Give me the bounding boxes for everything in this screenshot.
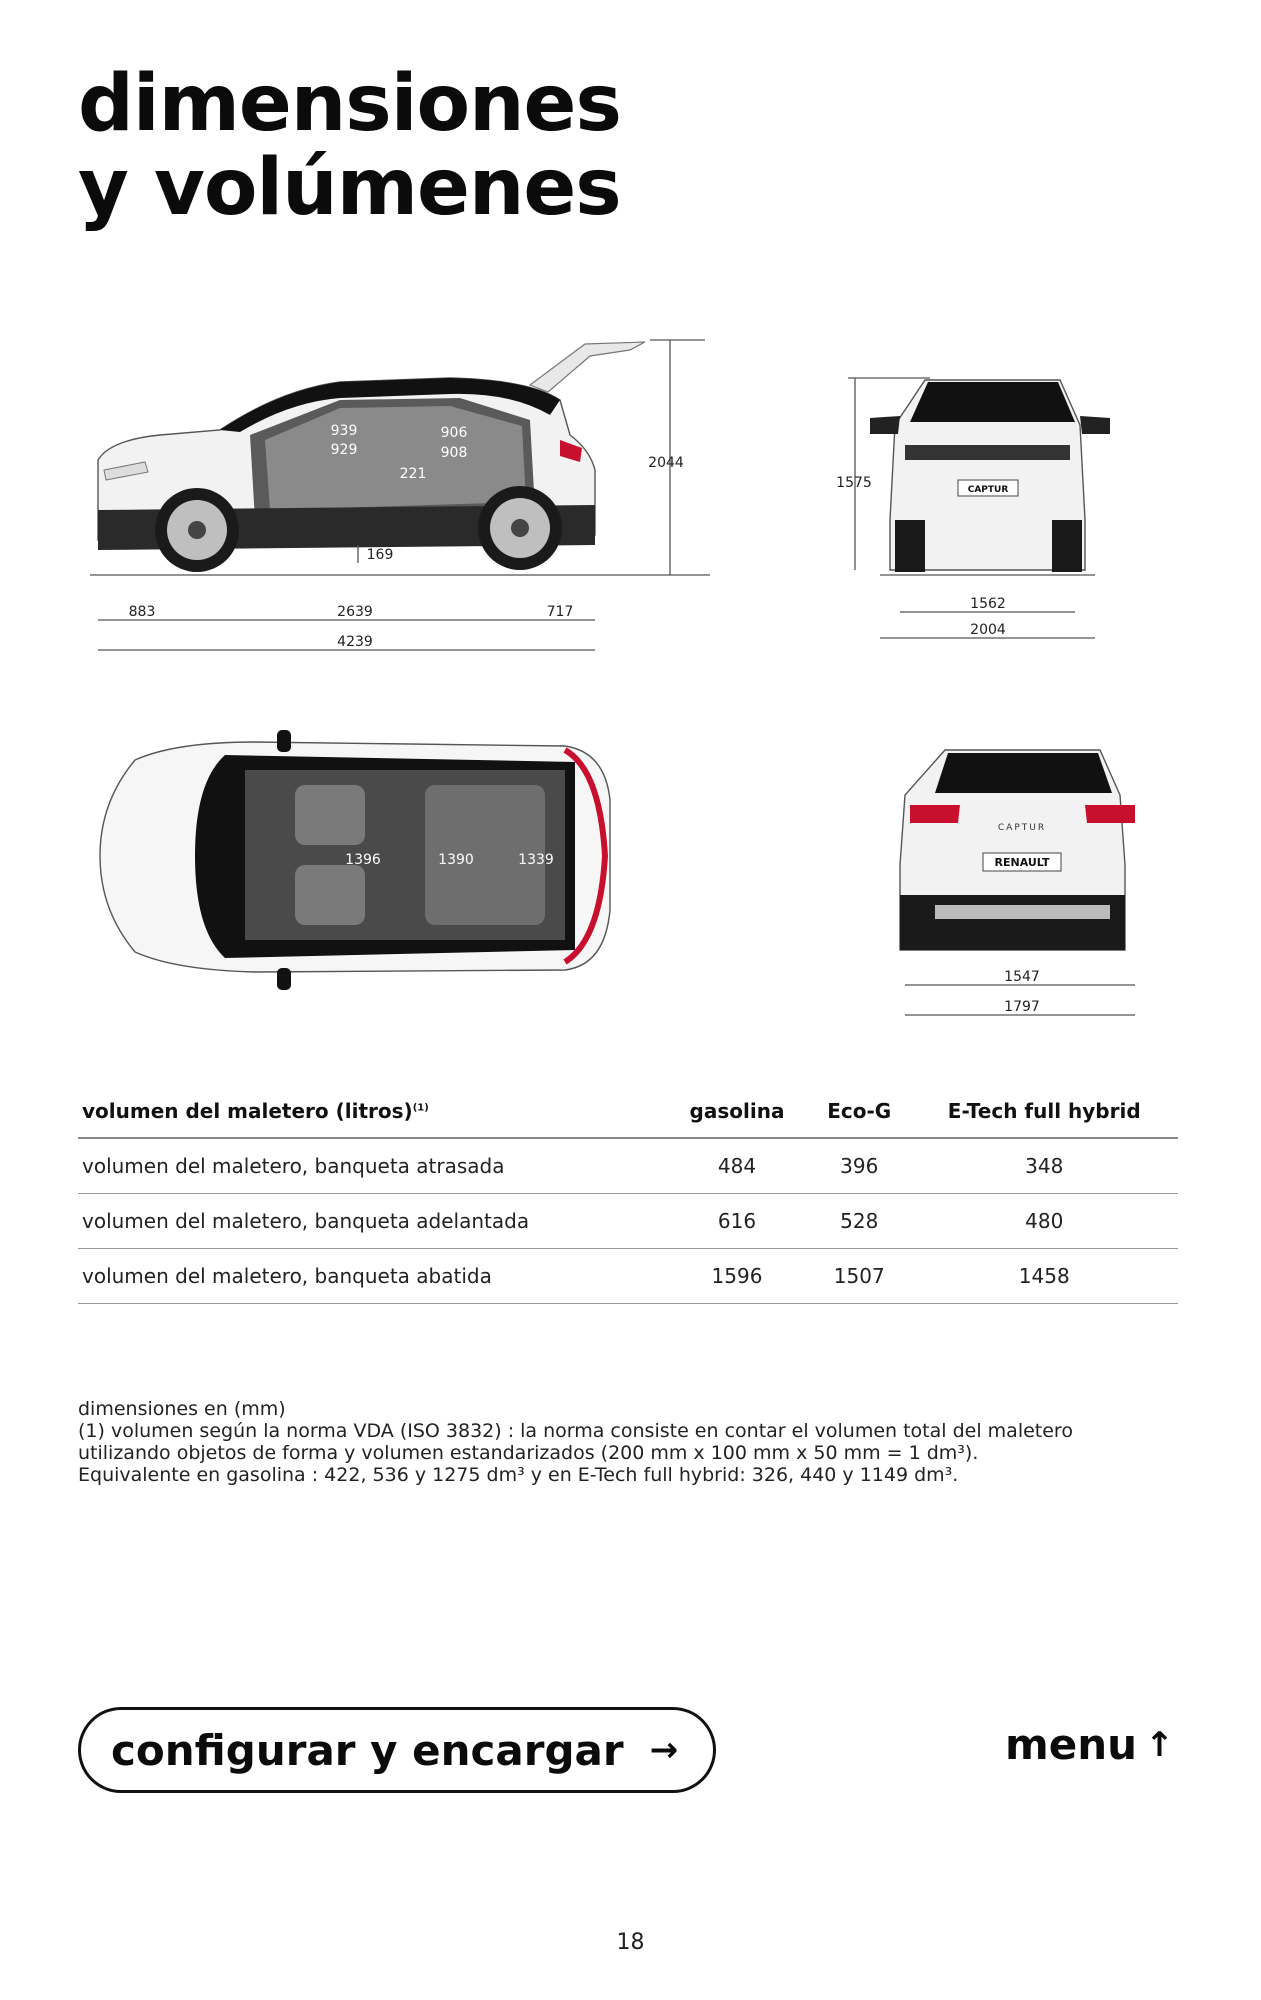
menu-label: menu xyxy=(1005,1720,1138,1769)
rear-width-1797: 1797 xyxy=(1004,999,1040,1015)
footnotes xyxy=(78,1398,1188,1486)
table-header-row xyxy=(78,1083,1178,1138)
table-row xyxy=(78,1249,1178,1304)
note-line: (1) volumen según la norma VDA (ISO 3832) : la norma consiste en contar el volumen total del maletero xyxy=(78,1420,1073,1442)
front-height-1575: 1575 xyxy=(836,475,872,491)
top-view-diagram xyxy=(95,730,615,990)
table-row xyxy=(78,1138,1178,1194)
page-title xyxy=(78,59,621,233)
menu-link[interactable] xyxy=(1005,1720,1174,1769)
headroom-front-929: 929 xyxy=(330,442,358,458)
height-2044: 2044 xyxy=(648,455,684,471)
ground-clearance-169: 169 xyxy=(366,547,394,563)
front-track-1562: 1562 xyxy=(970,596,1006,612)
table-cell: 1507 xyxy=(808,1249,910,1304)
table-header: E-Tech full hybrid xyxy=(910,1083,1178,1138)
rear-badge: RENAULT xyxy=(994,856,1050,869)
front-overhang-883: 883 xyxy=(128,604,156,620)
headroom-front-939: 939 xyxy=(330,423,358,439)
page-number: 18 xyxy=(616,1930,645,1955)
table-cell: 480 xyxy=(910,1194,1178,1249)
arrow-up-icon: ↑ xyxy=(1145,1724,1174,1765)
table-cell: 396 xyxy=(808,1138,910,1194)
table-header: volumen del maletero (litros)$^{(1)}$ xyxy=(78,1083,666,1138)
page-title-line-1: dimensiones xyxy=(78,59,621,149)
rear-view-diagram xyxy=(880,735,1170,1025)
table-cell: 616 xyxy=(666,1194,808,1249)
front-view-diagram xyxy=(830,370,1170,660)
configure-button-label: configurar y encargar xyxy=(111,1725,624,1775)
table-cell: 1458 xyxy=(910,1249,1178,1304)
headroom-rear-906: 906 xyxy=(440,425,468,441)
note-line: dimensiones en (mm) xyxy=(78,1398,286,1420)
table-cell: volumen del maletero, banqueta abatida xyxy=(78,1249,666,1304)
front-badge: CAPTUR xyxy=(967,485,1009,495)
top-width-1339: 1339 xyxy=(518,852,554,868)
table-cell: volumen del maletero, banqueta atrasada xyxy=(78,1138,666,1194)
page-title-line-2: y volúmenes xyxy=(78,143,621,233)
table-header: Eco-G xyxy=(808,1083,910,1138)
table-header: gasolina xyxy=(666,1083,808,1138)
top-width-1396: 1396 xyxy=(345,852,381,868)
table-cell: 348 xyxy=(910,1138,1178,1194)
wheelbase-2639: 2639 xyxy=(337,604,373,620)
note-line: utilizando objetos de forma y volumen estandarizados (200 mm x 100 mm x 50 mm = 1 dm³). xyxy=(78,1442,979,1464)
arrow-right-icon: → xyxy=(649,1730,679,1770)
table-cell: 528 xyxy=(808,1194,910,1249)
trunk-volume-table xyxy=(78,1083,1178,1304)
rear-overhang-717: 717 xyxy=(546,604,574,620)
headroom-rear-908: 908 xyxy=(440,445,468,461)
table-row xyxy=(78,1194,1178,1249)
side-view-diagram xyxy=(90,330,730,660)
table-cell: volumen del maletero, banqueta adelantada xyxy=(78,1194,666,1249)
rear-track-1547: 1547 xyxy=(1004,969,1040,985)
table-cell: 484 xyxy=(666,1138,808,1194)
top-width-1390: 1390 xyxy=(438,852,474,868)
length-4239: 4239 xyxy=(337,634,373,650)
knee-room-221: 221 xyxy=(399,466,427,482)
configure-and-order-button[interactable] xyxy=(78,1707,716,1793)
front-width-2004: 2004 xyxy=(970,622,1006,638)
table-cell: 1596 xyxy=(666,1249,808,1304)
note-line: Equivalente en gasolina : 422, 536 y 1275 dm³ y en E-Tech full hybrid: 326, 440 y 1149 dm³. xyxy=(78,1464,959,1486)
rear-model-name: CAPTUR xyxy=(997,823,1047,833)
